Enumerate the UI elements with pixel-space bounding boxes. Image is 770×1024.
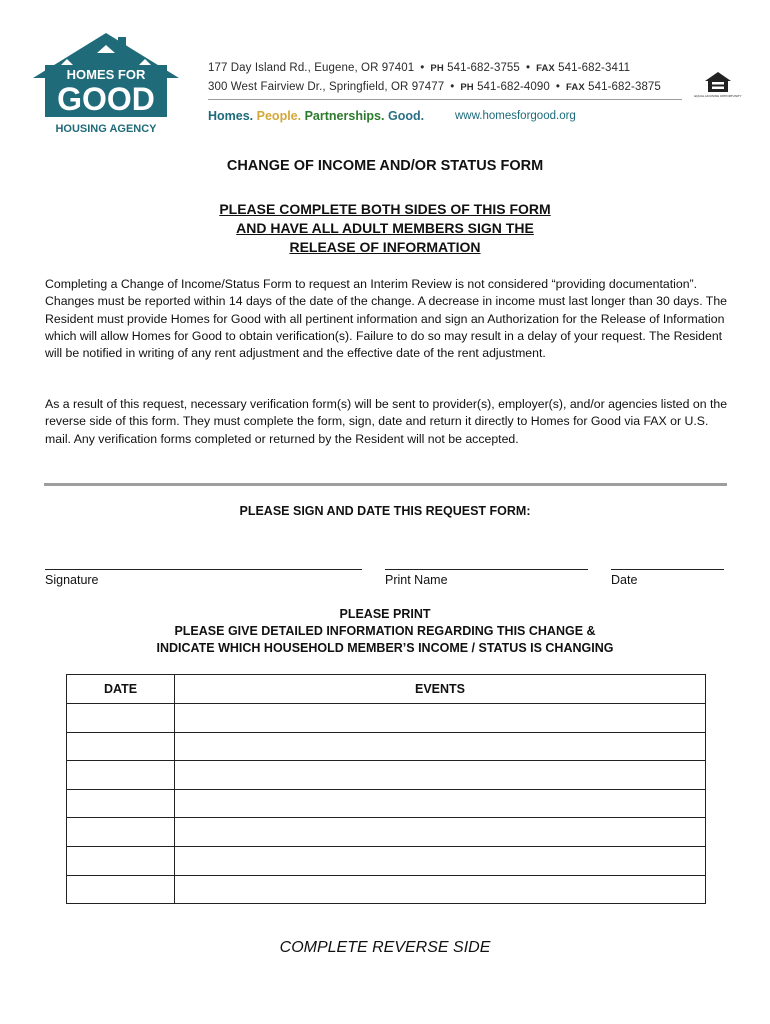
subtitle-line3: RELEASE OF INFORMATION	[289, 239, 481, 255]
table-row	[67, 732, 706, 761]
date-cell[interactable]	[67, 732, 175, 761]
events-cell[interactable]	[175, 875, 706, 904]
logo-line1: HOMES FOR	[66, 67, 146, 82]
tagline-homes: Homes.	[208, 109, 254, 123]
subtitle-line1: PLEASE COMPLETE BOTH SIDES OF THIS FORM	[219, 201, 551, 217]
bullet: •	[525, 62, 531, 74]
events-cell[interactable]	[175, 818, 706, 847]
paragraph-verification: As a result of this request, necessary verification form(s) will be sent to provider(s), employer(s), and/or agencies listed on the reverse side of this form. They must complete the form, sign, date and return it directly to Homes for Good via FAX or U.S. mail. Any verification forms completed or returned by the Resident will not be accepted.	[45, 397, 728, 446]
events-cell[interactable]	[175, 704, 706, 733]
sign-section-title: PLEASE SIGN AND DATE THIS REQUEST FORM:	[239, 504, 531, 518]
phone1-text: 541-682-3755	[447, 62, 520, 74]
date-cell[interactable]	[67, 846, 175, 875]
signature-line[interactable]	[45, 569, 362, 570]
ph-label: PH	[460, 82, 474, 93]
eho-caption: EQUAL HOUSING OPPORTUNITY	[694, 94, 742, 98]
section-divider	[44, 483, 727, 486]
website-link[interactable]: www.homesforgood.org	[455, 110, 576, 122]
bullet: •	[450, 81, 455, 93]
phone2-text: 541-682-4090	[477, 81, 550, 93]
print-instructions-line1: PLEASE GIVE DETAILED INFORMATION REGARDING THIS CHANGE &	[174, 624, 596, 638]
events-cell[interactable]	[175, 761, 706, 790]
bullet: •	[420, 62, 425, 74]
date-cell[interactable]	[67, 875, 175, 904]
events-column-header: EVENTS	[175, 675, 706, 704]
date-cell[interactable]	[67, 818, 175, 847]
events-table	[66, 674, 706, 904]
date-label: Date	[611, 573, 638, 587]
date-cell[interactable]	[67, 704, 175, 733]
fax-label: FAX	[536, 63, 555, 74]
table-row	[67, 789, 706, 818]
tagline	[208, 109, 424, 123]
address2-text: 300 West Fairview Dr., Springfield, OR 97477	[208, 81, 445, 93]
header-divider	[208, 99, 682, 100]
fax2-text: 541-682-3875	[588, 81, 661, 93]
subtitle-line2: AND HAVE ALL ADULT MEMBERS SIGN THE	[236, 220, 534, 236]
print-heading: PLEASE PRINT	[339, 607, 431, 621]
table-row	[67, 846, 706, 875]
events-cell[interactable]	[175, 789, 706, 818]
signature-label: Signature	[45, 573, 99, 587]
homes-for-good-logo	[33, 31, 179, 139]
address-line-2	[208, 81, 661, 93]
ph-label: PH	[430, 63, 444, 74]
print-name-line[interactable]	[385, 569, 588, 570]
table-row	[67, 875, 706, 904]
paragraph-interim-review: Completing a Change of Income/Status Form to request an Interim Review is not considered “providing documentation”. Changes must be reported within 14 days of the date of the change. A decrease in income must last longer than 30 days. The Resident must provide Homes for Good with all pertinent information and sign an Authorization for the Release of Information which will allow Homes for Good to obtain verification(s). Failure to do so may result in a delay of your request. The Resident will be notified in writing of any rent adjustment and the effective date of the rent adjustment.	[45, 277, 727, 361]
fax1-text: 541-682-3411	[558, 62, 631, 74]
date-line[interactable]	[611, 569, 724, 570]
table-row	[67, 818, 706, 847]
form-title: CHANGE OF INCOME AND/OR STATUS FORM	[226, 158, 544, 174]
date-column-header: DATE	[67, 675, 175, 704]
tagline-people: People.	[256, 109, 302, 123]
date-cell[interactable]	[67, 789, 175, 818]
address1-text: 177 Day Island Rd., Eugene, OR 97401	[208, 62, 415, 74]
print-instructions-line2: INDICATE WHICH HOUSEHOLD MEMBER’S INCOME / STATUS IS CHANGING	[156, 641, 614, 655]
table-row	[67, 704, 706, 733]
equal-housing-icon	[694, 70, 742, 102]
logo-line3: HOUSING AGENCY	[55, 123, 157, 135]
complete-reverse-side-note: COMPLETE REVERSE SIDE	[279, 939, 491, 956]
events-cell[interactable]	[175, 732, 706, 761]
fax-label: FAX	[566, 82, 585, 93]
address-line-1	[208, 62, 630, 74]
logo-line2: GOOD	[57, 81, 155, 117]
tagline-partnerships: Partnerships.	[304, 109, 385, 123]
tagline-good: Good.	[387, 109, 425, 123]
table-header-row	[67, 675, 706, 704]
events-cell[interactable]	[175, 846, 706, 875]
date-cell[interactable]	[67, 761, 175, 790]
table-row	[67, 761, 706, 790]
print-name-label: Print Name	[385, 573, 448, 587]
bullet: •	[555, 81, 561, 93]
